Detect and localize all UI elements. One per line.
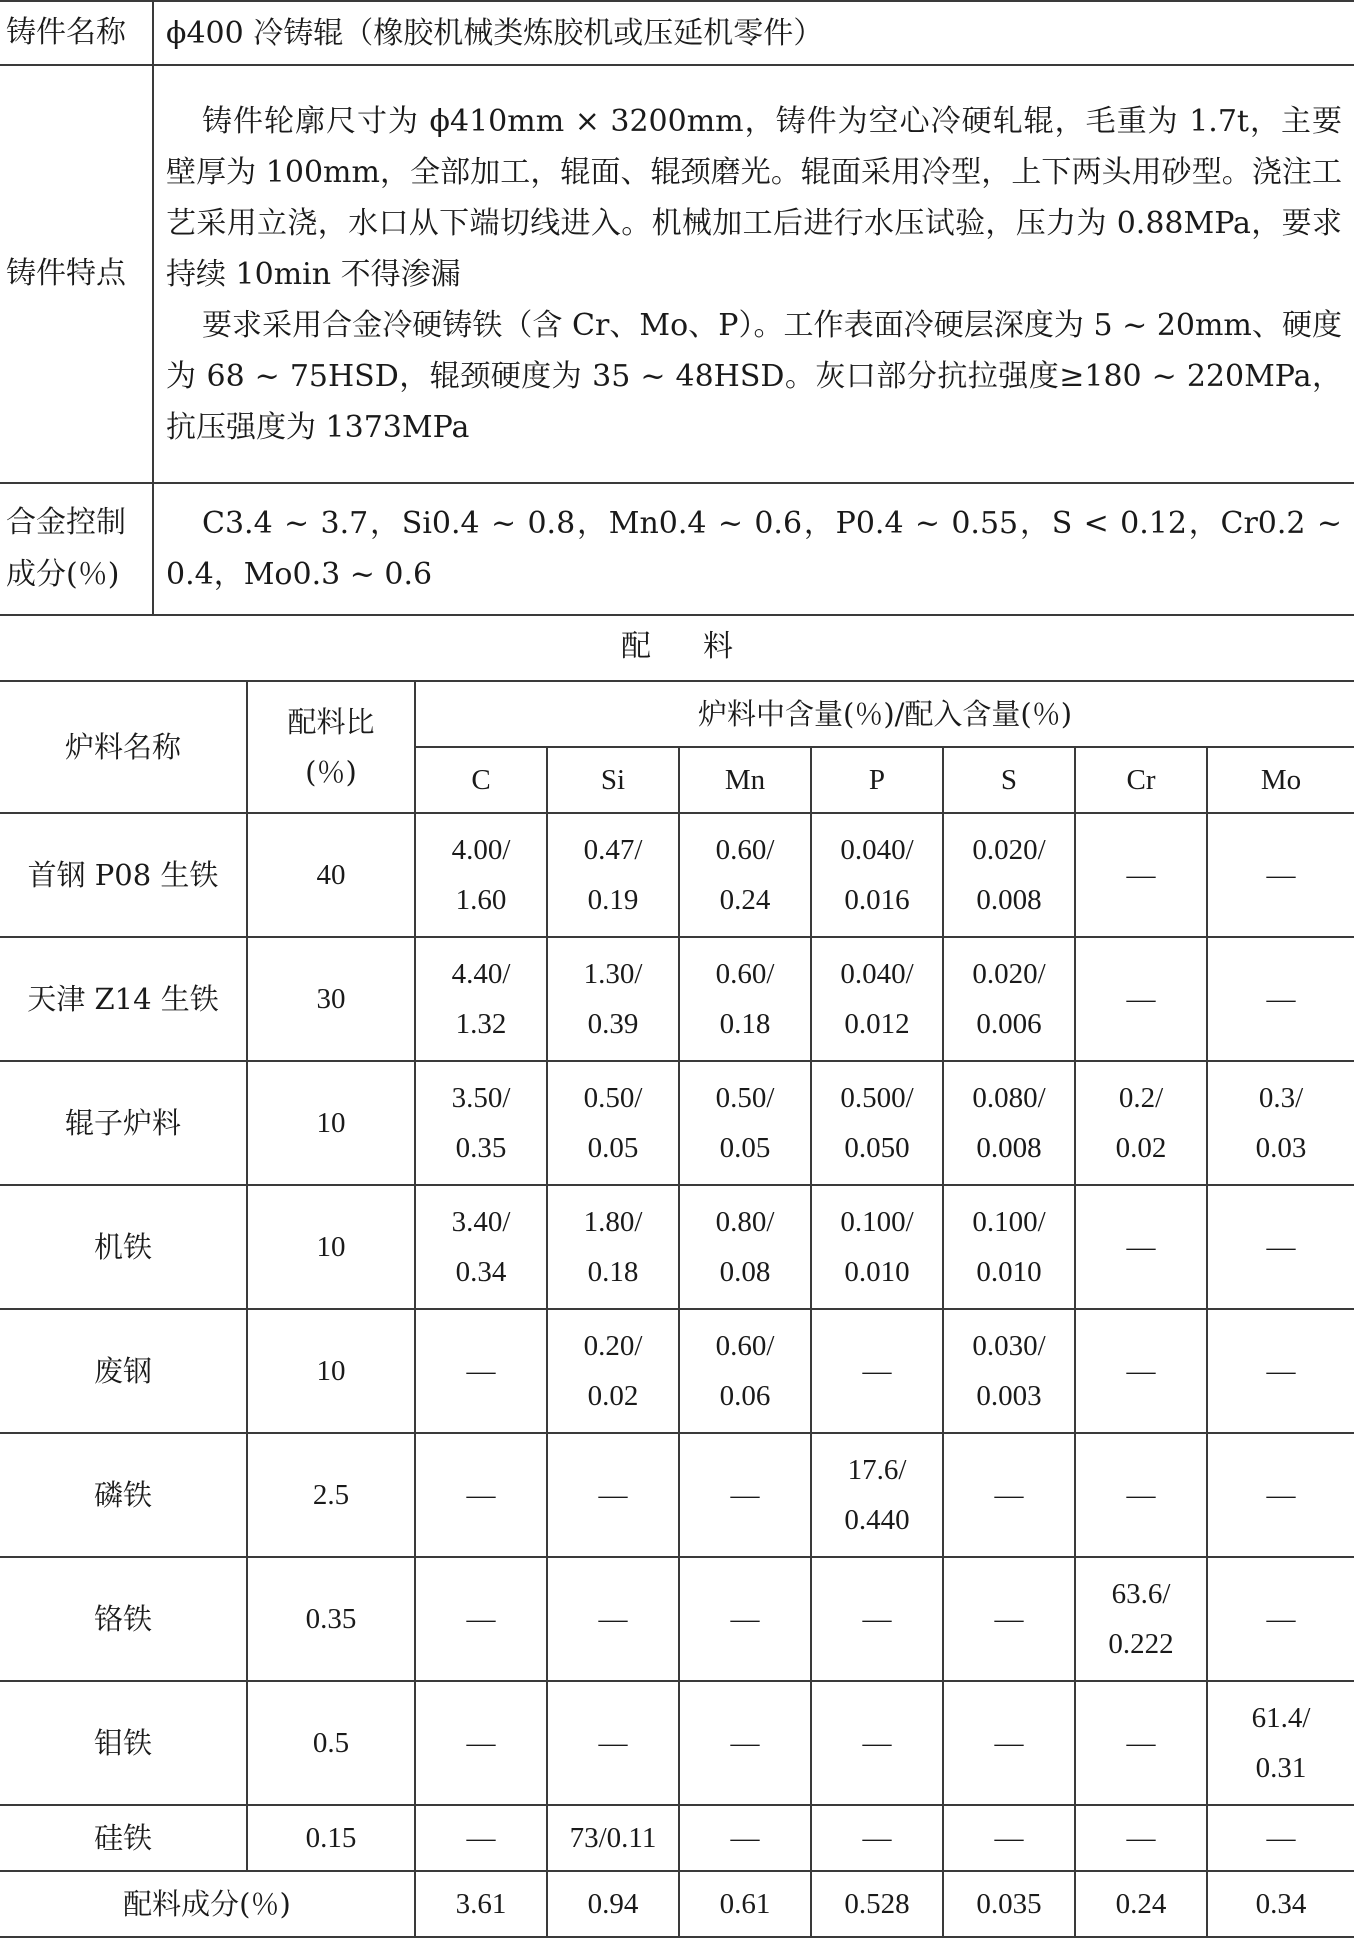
content-cell-line: — — [994, 1727, 1024, 1759]
content-cell-line: — — [1126, 1727, 1156, 1759]
content-cell-line: 0.030/ — [972, 1330, 1046, 1362]
content-cell — [547, 1061, 679, 1185]
table-row — [0, 1185, 1354, 1309]
batching-section-title — [0, 614, 1354, 680]
content-cell — [811, 937, 943, 1061]
casting-name-label: 铸件名称 — [0, 1, 153, 65]
content-cell-line: — — [1266, 859, 1296, 891]
content-cell — [811, 1433, 943, 1557]
content-cell-line: 0.040/ — [840, 834, 914, 866]
content-cell-line: 0.02 — [587, 1380, 639, 1412]
content-cell-line: 0.60/ — [715, 1330, 775, 1362]
content-cell-line: — — [994, 1603, 1024, 1635]
casting-info-table — [0, 0, 1354, 616]
content-cell — [943, 937, 1075, 1061]
charge-name-cell: 钼铁 — [0, 1681, 247, 1805]
content-cell-line: — — [1266, 1231, 1296, 1263]
alloy-composition-label — [0, 483, 153, 615]
content-cell-line: 0.222 — [1108, 1628, 1174, 1660]
ratio-cell: 2.5 — [247, 1433, 415, 1557]
total-value-cell: 0.528 — [811, 1871, 943, 1937]
ratio-cell: 0.35 — [247, 1557, 415, 1681]
casting-features-value — [153, 65, 1354, 483]
header-element-p: P — [811, 747, 943, 813]
content-cell-line: 0.006 — [976, 1008, 1042, 1040]
content-cell — [679, 1681, 811, 1805]
content-cell-line: 0.3/ — [1258, 1082, 1304, 1114]
content-cell-line: 0.05 — [587, 1132, 639, 1164]
content-cell-line: — — [1126, 859, 1156, 891]
content-cell-line: — — [1126, 1231, 1156, 1263]
content-cell — [415, 813, 547, 937]
table-row — [0, 1433, 1354, 1557]
content-cell: — — [679, 1805, 811, 1871]
ratio-cell: 30 — [247, 937, 415, 1061]
content-cell-line: — — [466, 1479, 496, 1511]
content-cell — [547, 1185, 679, 1309]
content-cell — [1075, 1185, 1207, 1309]
table-row — [0, 813, 1354, 937]
content-cell — [415, 1061, 547, 1185]
content-cell — [415, 1681, 547, 1805]
content-cell-line: — — [466, 1355, 496, 1387]
content-cell — [943, 1185, 1075, 1309]
content-cell-line: — — [862, 1355, 892, 1387]
content-cell-line: — — [730, 1727, 760, 1759]
content-cell-line: 0.500/ — [840, 1082, 914, 1114]
content-cell-line: 0.100/ — [972, 1206, 1046, 1238]
content-cell-line: 0.080/ — [972, 1082, 1046, 1114]
content-cell — [547, 1557, 679, 1681]
content-cell — [415, 1185, 547, 1309]
content-cell — [547, 1681, 679, 1805]
alloy-composition-value — [153, 483, 1354, 615]
content-cell-line: 0.03 — [1255, 1132, 1307, 1164]
content-cell-line: 0.80/ — [715, 1206, 775, 1238]
content-cell-line: 61.4/ — [1251, 1702, 1311, 1734]
content-cell — [1207, 1557, 1354, 1681]
content-cell: 73/0.11 — [547, 1805, 679, 1871]
charge-name-cell: 首钢 P08 生铁 — [0, 813, 247, 937]
content-cell — [943, 1061, 1075, 1185]
content-cell-line: 1.30/ — [583, 958, 643, 990]
content-cell: — — [811, 1805, 943, 1871]
content-cell-line: 0.60/ — [715, 958, 775, 990]
content-cell-line: 0.440 — [844, 1504, 910, 1536]
content-cell — [1075, 937, 1207, 1061]
content-cell — [1207, 1061, 1354, 1185]
content-cell-line: 0.016 — [844, 884, 910, 916]
content-cell — [679, 813, 811, 937]
total-value-cell: 0.24 — [1075, 1871, 1207, 1937]
content-cell-line: 0.05 — [719, 1132, 771, 1164]
total-label: 配料成分(％) — [0, 1871, 415, 1937]
table-row — [0, 1061, 1354, 1185]
charge-name-cell: 机铁 — [0, 1185, 247, 1309]
content-cell-line: — — [598, 1727, 628, 1759]
content-cell-line: 0.008 — [976, 1132, 1042, 1164]
section-title-char-1: 配 — [621, 629, 651, 664]
content-cell — [547, 1309, 679, 1433]
content-cell-line: 0.010 — [976, 1256, 1042, 1288]
casting-name-value: ϕ400 冷铸辊（橡胶机械类炼胶机或压延机零件） — [153, 1, 1354, 65]
content-cell-line: 0.18 — [587, 1256, 639, 1288]
content-cell-line: — — [1266, 983, 1296, 1015]
total-value-cell: 0.34 — [1207, 1871, 1354, 1937]
content-cell-line: 1.80/ — [583, 1206, 643, 1238]
content-cell-line: 0.008 — [976, 884, 1042, 916]
content-cell-line: 0.50/ — [715, 1082, 775, 1114]
charge-name-cell: 磷铁 — [0, 1433, 247, 1557]
content-cell — [811, 1309, 943, 1433]
content-cell-line: 4.00/ — [451, 834, 511, 866]
content-cell-line: 0.35 — [455, 1132, 507, 1164]
content-cell-line: 0.06 — [719, 1380, 771, 1412]
content-cell — [547, 813, 679, 937]
content-cell-line: 0.020/ — [972, 834, 1046, 866]
content-cell-line: 0.050 — [844, 1132, 910, 1164]
content-cell — [811, 1681, 943, 1805]
content-cell — [1207, 937, 1354, 1061]
content-cell-line: 1.32 — [455, 1008, 507, 1040]
content-cell — [547, 937, 679, 1061]
content-cell-line: — — [466, 1603, 496, 1635]
content-cell — [1075, 1557, 1207, 1681]
content-cell — [1207, 1185, 1354, 1309]
content-cell-line: — — [730, 1603, 760, 1635]
total-value-cell: 0.94 — [547, 1871, 679, 1937]
header-charge-name: 炉料名称 — [0, 681, 247, 813]
content-cell: — — [1207, 1805, 1354, 1871]
content-cell — [679, 1061, 811, 1185]
features-paragraph-1: 铸件轮廓尺寸为 ϕ410mm × 3200mm，铸件为空心冷硬轧辊，毛重为 1.7t，主要壁厚为 100mm，全部加工，辊面、辊颈磨光。辊面采用冷型，上下两头用砂型。浇注工艺采用立浇，水口从下端切线进入。机械加工后进行水压试验，压力为 0.88MPa，要求持续 10min 不得渗漏 — [166, 103, 1342, 292]
content-cell-line: — — [466, 1727, 496, 1759]
content-cell-line: — — [730, 1479, 760, 1511]
content-cell — [679, 937, 811, 1061]
header-element-s: S — [943, 747, 1075, 813]
features-paragraph-2: 要求采用合金冷硬铸铁（含 Cr、Mo、P）。工作表面冷硬层深度为 5 ~ 20mm、硬度为 68 ~ 75HSD，辊颈硬度为 35 ~ 48HSD。灰口部分抗拉强度≥180 ~ 220MPa，抗压强度为 1373MPa — [166, 307, 1342, 445]
content-cell — [811, 813, 943, 937]
total-value-cell: 0.61 — [679, 1871, 811, 1937]
content-cell-line: 3.50/ — [451, 1082, 511, 1114]
alloy-value-text: C3.4 ~ 3.7，Si0.4 ~ 0.8，Mn0.4 ~ 0.6，P0.4 ~ 0.55，S < 0.12，Cr0.2 ~ 0.4，Mo0.3 ~ 0.6 — [166, 506, 1342, 592]
content-cell — [1207, 1309, 1354, 1433]
content-cell-line: — — [862, 1727, 892, 1759]
content-cell — [415, 1433, 547, 1557]
header-ratio-line-2: (％) — [305, 755, 357, 789]
content-cell — [679, 1309, 811, 1433]
header-row-1 — [0, 681, 1354, 747]
content-cell — [415, 1557, 547, 1681]
content-cell — [547, 1433, 679, 1557]
content-cell-line: 0.50/ — [583, 1082, 643, 1114]
content-cell-line: 3.40/ — [451, 1206, 511, 1238]
content-cell — [1075, 813, 1207, 937]
table-row — [0, 1557, 1354, 1681]
charge-name-cell: 辊子炉料 — [0, 1061, 247, 1185]
content-cell-line: 0.24 — [719, 884, 771, 916]
header-element-c: C — [415, 747, 547, 813]
header-ratio — [247, 681, 415, 813]
content-cell: — — [415, 1805, 547, 1871]
header-content-group: 炉料中含量(％)/配入含量(％) — [415, 681, 1354, 747]
header-element-mo: Mo — [1207, 747, 1354, 813]
content-cell — [943, 1681, 1075, 1805]
content-cell-line: 0.47/ — [583, 834, 643, 866]
content-cell — [943, 1309, 1075, 1433]
content-cell-line: — — [1126, 983, 1156, 1015]
content-cell — [415, 1309, 547, 1433]
ratio-cell: 0.15 — [247, 1805, 415, 1871]
casting-features-row — [0, 65, 1354, 483]
content-cell-line: — — [1126, 1355, 1156, 1387]
alloy-label-line-2: 成分(％) — [6, 557, 120, 592]
total-value-cell: 0.035 — [943, 1871, 1075, 1937]
content-cell — [811, 1061, 943, 1185]
content-cell: — — [943, 1805, 1075, 1871]
content-cell — [679, 1433, 811, 1557]
content-cell-line: 1.60 — [455, 884, 507, 916]
content-cell-line: 0.39 — [587, 1008, 639, 1040]
content-cell-line: — — [1266, 1479, 1296, 1511]
ratio-cell: 10 — [247, 1309, 415, 1433]
header-element-cr: Cr — [1075, 747, 1207, 813]
section-title-char-2: 料 — [703, 629, 733, 664]
content-cell-line: — — [598, 1479, 628, 1511]
content-cell-line: 0.003 — [976, 1380, 1042, 1412]
alloy-label-line-1: 合金控制 — [6, 505, 126, 540]
content-cell-line: 0.2/ — [1118, 1082, 1164, 1114]
content-cell-line: 0.60/ — [715, 834, 775, 866]
casting-features-label: 铸件特点 — [0, 65, 153, 483]
content-cell-line: — — [862, 1603, 892, 1635]
content-cell — [811, 1185, 943, 1309]
content-cell — [679, 1185, 811, 1309]
content-cell-line: 63.6/ — [1111, 1578, 1171, 1610]
header-ratio-line-1: 配料比 — [287, 705, 375, 739]
content-cell-line: — — [1266, 1355, 1296, 1387]
content-cell — [1075, 1061, 1207, 1185]
casting-name-row — [0, 1, 1354, 65]
charge-name-cell: 硅铁 — [0, 1805, 247, 1871]
ratio-cell: 10 — [247, 1061, 415, 1185]
charge-name-cell: 铬铁 — [0, 1557, 247, 1681]
table-row — [0, 1681, 1354, 1805]
content-cell: — — [1075, 1805, 1207, 1871]
content-cell-line: 0.18 — [719, 1008, 771, 1040]
content-cell-line: 0.012 — [844, 1008, 910, 1040]
content-cell-line: 0.020/ — [972, 958, 1046, 990]
ratio-cell: 0.5 — [247, 1681, 415, 1805]
content-cell-line: 0.34 — [455, 1256, 507, 1288]
content-cell-line: 0.31 — [1255, 1752, 1307, 1784]
header-element-si: Si — [547, 747, 679, 813]
content-cell-line: 0.08 — [719, 1256, 771, 1288]
content-cell-line: — — [994, 1479, 1024, 1511]
charge-name-cell: 废钢 — [0, 1309, 247, 1433]
content-cell — [943, 1433, 1075, 1557]
content-cell — [1207, 1433, 1354, 1557]
content-cell — [415, 937, 547, 1061]
content-cell-line: 0.19 — [587, 884, 639, 916]
total-value-cell: 3.61 — [415, 1871, 547, 1937]
charge-name-cell: 天津 Z14 生铁 — [0, 937, 247, 1061]
content-cell-line: 17.6/ — [847, 1454, 907, 1486]
content-cell-line: 0.02 — [1115, 1132, 1167, 1164]
content-cell — [1207, 1681, 1354, 1805]
table-row — [0, 1805, 1354, 1871]
content-cell — [1075, 1309, 1207, 1433]
content-cell-line: 4.40/ — [451, 958, 511, 990]
content-cell-line: — — [1266, 1603, 1296, 1635]
content-cell-line: — — [598, 1603, 628, 1635]
alloy-composition-row — [0, 483, 1354, 615]
content-cell-line: 0.040/ — [840, 958, 914, 990]
content-cell — [1075, 1433, 1207, 1557]
batching-table — [0, 680, 1354, 1938]
content-cell — [943, 813, 1075, 937]
content-cell — [1207, 813, 1354, 937]
content-cell-line: 0.100/ — [840, 1206, 914, 1238]
content-cell-line: 0.010 — [844, 1256, 910, 1288]
total-row — [0, 1871, 1354, 1937]
content-cell — [943, 1557, 1075, 1681]
content-cell — [811, 1557, 943, 1681]
ratio-cell: 10 — [247, 1185, 415, 1309]
table-row — [0, 1309, 1354, 1433]
content-cell-line: — — [1126, 1479, 1156, 1511]
content-cell — [679, 1557, 811, 1681]
table-row — [0, 937, 1354, 1061]
content-cell-line: 0.20/ — [583, 1330, 643, 1362]
ratio-cell: 40 — [247, 813, 415, 937]
content-cell — [1075, 1681, 1207, 1805]
batching-table-body — [0, 681, 1354, 1937]
header-element-mn: Mn — [679, 747, 811, 813]
